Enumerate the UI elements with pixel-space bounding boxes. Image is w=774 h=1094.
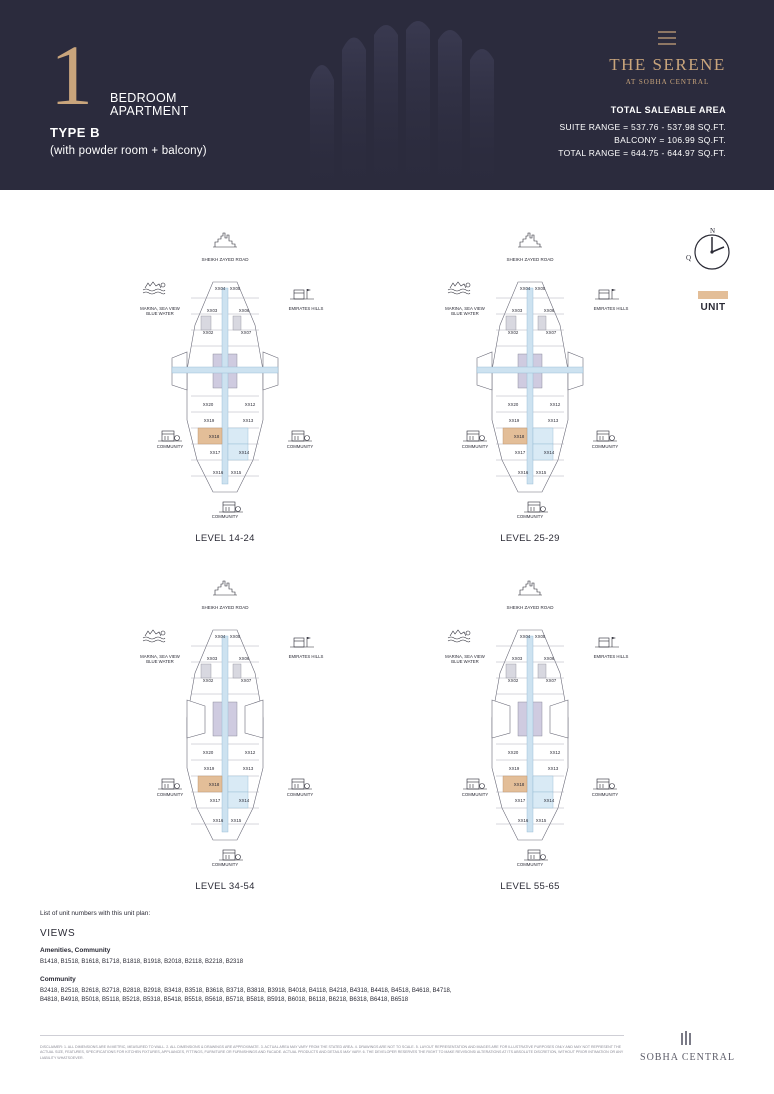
unit-label-xx02: XX02 — [507, 330, 519, 335]
city-skyline-icon — [213, 580, 237, 596]
sea-view-icon — [447, 280, 471, 296]
bedroom-count: 1 — [50, 27, 93, 123]
unit-legend-label: UNIT — [700, 302, 726, 313]
serene-logo-icon — [656, 30, 678, 46]
views-title: VIEWS — [40, 928, 76, 939]
header-banner — [0, 0, 774, 190]
unit-label-xx07: XX07 — [240, 330, 252, 335]
emirates-label: EMIRATES HILLS — [288, 654, 324, 659]
unit-label-xx13: XX13 — [547, 418, 559, 423]
unit-label-xx19: XX19 — [203, 418, 215, 423]
unit-label-xx02: XX02 — [202, 330, 214, 335]
unit-label-xx12: XX12 — [244, 750, 256, 755]
sea-view-icon — [142, 280, 166, 296]
disclaimer-text: DISCLAIMER: 1. ALL DIMENSIONS ARE IN METRIC, MEASURED TO WALL. 2. ALL DIMENSIONS & DRAWINGS ARE APPROXIMATE. 3. ACTUAL AREA MAY VARY FROM THE STATED AREA. 4. DRAWINGS ARE NOT TO SCALE. 5. LAYOUT REPRESENTATION AND IMAGES ARE FOR ILLUSTRATIVE PURPOSES ONLY AND MAY NOT REPRESENT THE ACTUAL SIZE, FEATURES, SPECIFICATIONS FOR KITCHEN FIXTURES, APPLIANCES, FITTINGS, FURNITURE OR FURNISHINGS AND FACADE. ACTUAL PRODUCTS AND DETAILS MAY VARY. 6. THE DEVELOPER RESERVES THE RIGHT TO MAKE REVISIONS/ ALTERATIONS AT ITS ABSOLUTE DISCRETION, WITHOUT PRIOR INTIMATION OR ANY LIABILITY WHATSOEVER. — [40, 1045, 624, 1060]
unit-label-xx05: XX05 — [534, 286, 546, 291]
unit-label-xx13: XX13 — [547, 766, 559, 771]
community-label-left: COMMUNITY — [461, 792, 489, 797]
area-title: TOTAL SALEABLE AREA — [610, 105, 726, 115]
community-label-bottom: COMMUNITY — [211, 514, 239, 519]
sobha-logo-icon — [680, 1030, 692, 1046]
decorative-pillars — [300, 20, 520, 190]
unit-label-xx04: XX04 — [519, 286, 531, 291]
footer-brand: SOBHA CENTRAL — [640, 1052, 735, 1063]
community-label-right: COMMUNITY — [591, 444, 619, 449]
level-label: LEVEL 25-29 — [500, 533, 560, 544]
unit-label-xx15: XX15 — [230, 818, 242, 823]
brand-title: THE SERENE — [609, 55, 726, 74]
group-units-community: B2418, B2518, B2618, B2718, B2818, B2918, B3418, B3518, B3618, B3718, B3818, B3918, B4018, B4118, B4218, B4318, B4418, B4518, B4618, B4718, B4818, B4918, B5018, B5118, B5218, B5318, B5418, B5518, B5618, B5718, B5818, B5918, B6018, B6118, B6218, B6318, B6418, B6518 — [40, 988, 452, 1003]
community-icon — [593, 427, 617, 443]
community-icon — [288, 427, 312, 443]
unit-type: TYPE B — [50, 125, 100, 140]
city-skyline-icon — [518, 232, 542, 248]
floor-outline — [405, 578, 655, 878]
total-range: TOTAL RANGE = 644.75 - 644.97 SQ.FT. — [558, 148, 726, 158]
unit-label-xx07: XX07 — [240, 678, 252, 683]
road-label: SHEIKH ZAYED ROAD — [201, 605, 249, 610]
community-icon — [288, 775, 312, 791]
community-icon — [524, 498, 548, 514]
unit-label-xx16: XX16 — [517, 470, 529, 475]
sea-view-icon — [142, 628, 166, 644]
unit-label-xx16: XX16 — [517, 818, 529, 823]
community-icon — [219, 846, 243, 862]
unit-label-xx04: XX04 — [519, 634, 531, 639]
emirates-label: EMIRATES HILLS — [593, 654, 629, 659]
compass-icon — [682, 225, 734, 275]
community-label-left: COMMUNITY — [156, 444, 184, 449]
level-label: LEVEL 55-65 — [500, 881, 560, 892]
unit-label-xx02: XX02 — [202, 678, 214, 683]
unit-label-xx07: XX07 — [545, 678, 557, 683]
emirates-label: EMIRATES HILLS — [593, 306, 629, 311]
bedroom-line-2: APARTMENT — [110, 104, 189, 118]
unit-label-xx03: XX03 — [206, 308, 218, 313]
unit-label-xx13: XX13 — [242, 766, 254, 771]
floor-plan-2 — [405, 230, 655, 560]
unit-label-xx17: XX17 — [514, 798, 526, 803]
floor-plan-3 — [100, 578, 350, 908]
unit-label-xx17: XX17 — [209, 798, 221, 803]
suite-range: SUITE RANGE = 537.76 - 537.98 SQ.FT. — [559, 122, 726, 132]
unit-label-xx14: XX14 — [543, 450, 555, 455]
level-label: LEVEL 34-54 — [195, 881, 255, 892]
marina-label-2: BLUE WATER — [146, 311, 174, 316]
marina-label-1: MARINA, SEA VIEW — [140, 654, 180, 659]
unit-label-xx02: XX02 — [507, 678, 519, 683]
floor-plan-4 — [405, 578, 655, 908]
community-icon — [463, 427, 487, 443]
unit-label-xx20: XX20 — [202, 402, 214, 407]
floor-outline — [405, 230, 655, 530]
unit-label-xx06: XX06 — [543, 656, 555, 661]
community-icon — [463, 775, 487, 791]
emirates-hills-icon — [595, 285, 619, 301]
community-label-bottom: COMMUNITY — [211, 862, 239, 867]
bedroom-label — [110, 92, 189, 118]
unit-label-xx19: XX19 — [508, 418, 520, 423]
brand-subtitle: AT SOBHA CENTRAL — [625, 78, 710, 86]
unit-label-xx12: XX12 — [549, 750, 561, 755]
unit-label-xx20: XX20 — [202, 750, 214, 755]
sea-view-icon — [447, 628, 471, 644]
unit-label-xx19: XX19 — [508, 766, 520, 771]
road-label: SHEIKH ZAYED ROAD — [506, 605, 554, 610]
unit-label-xx12: XX12 — [549, 402, 561, 407]
emirates-label: EMIRATES HILLS — [288, 306, 324, 311]
unit-legend-swatch — [698, 291, 728, 299]
unit-label-xx17: XX17 — [514, 450, 526, 455]
road-label: SHEIKH ZAYED ROAD — [201, 257, 249, 262]
community-label-left: COMMUNITY — [461, 444, 489, 449]
unit-label-xx04: XX04 — [214, 634, 226, 639]
unit-label-xx03: XX03 — [206, 656, 218, 661]
unit-label-xx12: XX12 — [244, 402, 256, 407]
city-skyline-icon — [518, 580, 542, 596]
units-list-intro: List of unit numbers with this unit plan: — [40, 910, 151, 917]
balcony-area: BALCONY = 106.99 SQ.FT. — [614, 135, 726, 145]
marina-label-2: BLUE WATER — [451, 311, 479, 316]
unit-label-xx14: XX14 — [238, 798, 250, 803]
community-label-right: COMMUNITY — [591, 792, 619, 797]
unit-label-xx16: XX16 — [212, 818, 224, 823]
unit-label-xx20: XX20 — [507, 402, 519, 407]
community-icon — [158, 427, 182, 443]
unit-label-xx05: XX05 — [229, 286, 241, 291]
unit-label-xx15: XX15 — [230, 470, 242, 475]
floor-outline — [100, 230, 350, 530]
unit-label-xx16: XX16 — [212, 470, 224, 475]
emirates-hills-icon — [290, 633, 314, 649]
marina-label-1: MARINA, SEA VIEW — [445, 306, 485, 311]
road-label: SHEIKH ZAYED ROAD — [506, 257, 554, 262]
bedroom-line-1: BEDROOM — [110, 91, 177, 105]
floor-outline — [100, 578, 350, 878]
marina-label-2: BLUE WATER — [146, 659, 174, 664]
community-label-bottom: COMMUNITY — [516, 514, 544, 519]
unit-label-xx06: XX06 — [238, 308, 250, 313]
unit-label-xx20: XX20 — [507, 750, 519, 755]
unit-label-xx04: XX04 — [214, 286, 226, 291]
unit-label-xx15: XX15 — [535, 470, 547, 475]
group-units-amenities: B1418, B1518, B1618, B1718, B1818, B1918, B2018, B2118, B2218, B2318 — [40, 959, 244, 965]
unit-label-xx03: XX03 — [511, 656, 523, 661]
emirates-hills-icon — [595, 633, 619, 649]
marina-label-1: MARINA, SEA VIEW — [445, 654, 485, 659]
compass-q-label: Q — [686, 254, 692, 262]
community-label-right: COMMUNITY — [286, 792, 314, 797]
unit-label-xx14: XX14 — [238, 450, 250, 455]
community-icon — [524, 846, 548, 862]
unit-label-xx06: XX06 — [238, 656, 250, 661]
community-icon — [219, 498, 243, 514]
unit-label-xx18: XX18 — [513, 782, 525, 787]
community-label-bottom: COMMUNITY — [516, 862, 544, 867]
community-icon — [593, 775, 617, 791]
unit-label-xx15: XX15 — [535, 818, 547, 823]
unit-label-xx18: XX18 — [208, 434, 220, 439]
compass-n-label: N — [710, 227, 716, 235]
unit-label-xx05: XX05 — [229, 634, 241, 639]
group-title-community: Community — [40, 976, 76, 983]
unit-subtitle: (with powder room + balcony) — [50, 145, 207, 157]
unit-label-xx14: XX14 — [543, 798, 555, 803]
level-label: LEVEL 14-24 — [195, 533, 255, 544]
marina-label-2: BLUE WATER — [451, 659, 479, 664]
community-label-right: COMMUNITY — [286, 444, 314, 449]
unit-label-xx07: XX07 — [545, 330, 557, 335]
marina-label-1: MARINA, SEA VIEW — [140, 306, 180, 311]
unit-label-xx18: XX18 — [513, 434, 525, 439]
emirates-hills-icon — [290, 285, 314, 301]
unit-label-xx17: XX17 — [209, 450, 221, 455]
unit-label-xx18: XX18 — [208, 782, 220, 787]
community-label-left: COMMUNITY — [156, 792, 184, 797]
group-title-amenities: Amenities, Community — [40, 947, 111, 954]
community-icon — [158, 775, 182, 791]
unit-label-xx03: XX03 — [511, 308, 523, 313]
unit-label-xx19: XX19 — [203, 766, 215, 771]
floor-plan-1 — [100, 230, 350, 560]
city-skyline-icon — [213, 232, 237, 248]
unit-label-xx05: XX05 — [534, 634, 546, 639]
unit-label-xx06: XX06 — [543, 308, 555, 313]
footer-divider — [40, 1035, 624, 1036]
unit-label-xx13: XX13 — [242, 418, 254, 423]
